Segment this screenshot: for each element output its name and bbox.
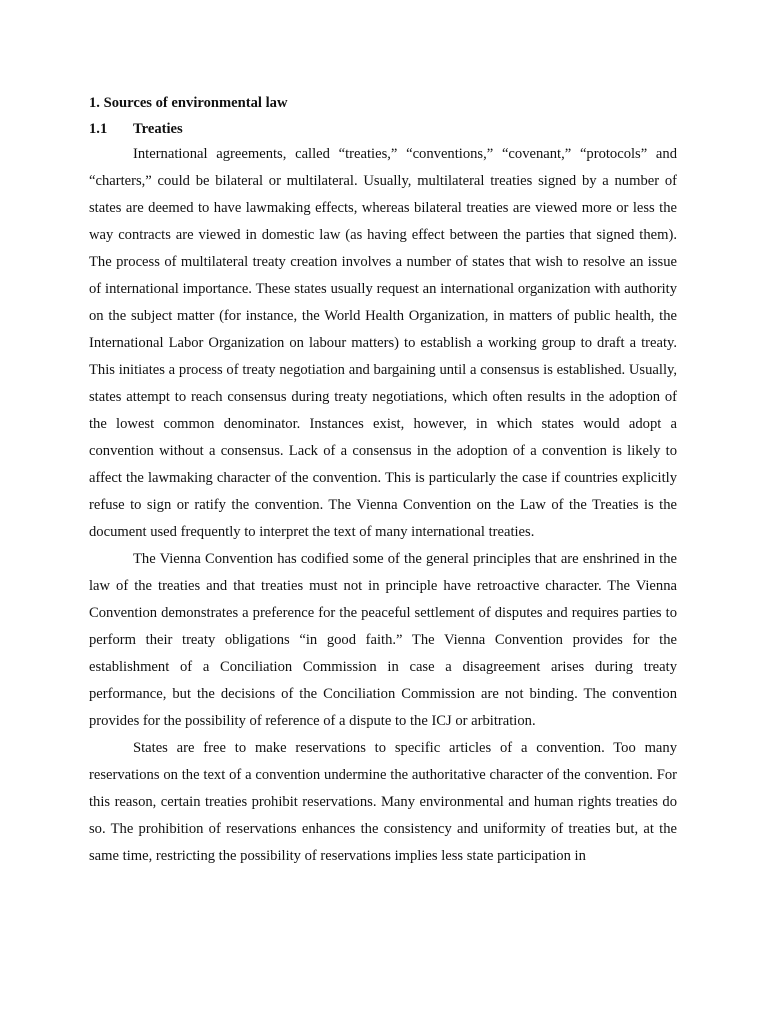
subsection-title: Treaties	[133, 121, 183, 137]
document-page	[89, 92, 677, 870]
subsection-heading	[89, 118, 677, 140]
paragraph: States are free to make reservations to specific articles of a convention. Too many reservations on the text of a convention undermine the authoritative character of the convention. For this reason, certain treaties prohibit reservations. Many environmental and human rights treaties do so. The prohibition of reservations enhances the consistency and uniformity of treaties but, at the same time, restricting the possibility of reservations implies less state participation in	[89, 740, 677, 864]
section-heading: 1. Sources of environmental law	[89, 95, 288, 111]
paragraph: International agreements, called “treaties,” “conventions,” “covenant,” “protocols” and “charters,” could be bilateral or multilateral. Usually, multilateral treaties signed by a number of states are deemed to have lawmaking effects, whereas bilateral treaties are viewed more or less the way contracts are viewed in domestic law (as having effect between the parties that signed them). The process of multilateral treaty creation involves a number of states that wish to resolve an issue of international importance. These states usually request an international organization with authority on the subject matter (for instance, the World Health Organization, in matters of public health, the International Labor Organization on labour matters) to establish a working group to draft a treaty. This initiates a process of treaty negotiation and bargaining until a consensus is established. Usually, states attempt to reach consensus during treaty negotiations, which often results in the adoption of the lowest common denominator. Instances exist, however, in which states would adopt a convention without a consensus. Lack of a consensus in the adoption of a convention is likely to affect the lawmaking character of the convention. This is particularly the case if countries explicitly refuse to sign or ratify the convention. The Vienna Convention on the Law of the Treaties is the document used frequently to interpret the text of many international treaties.	[89, 146, 677, 540]
subsection-number: 1.1	[89, 121, 108, 137]
paragraph: The Vienna Convention has codified some of the general principles that are enshrined in the law of the treaties and that treaties must not in principle have retroactive character. The Vienna Convention demonstrates a preference for the peaceful settlement of disputes and requires parties to perform their treaty obligations “in good faith.” The Vienna Convention provides for the establishment of a Conciliation Commission in case a disagreement arises during treaty performance, but the decisions of the Conciliation Commission are not binding. The convention provides for the possibility of reference of a dispute to the ICJ or arbitration.	[89, 551, 677, 729]
body-text	[89, 141, 677, 870]
